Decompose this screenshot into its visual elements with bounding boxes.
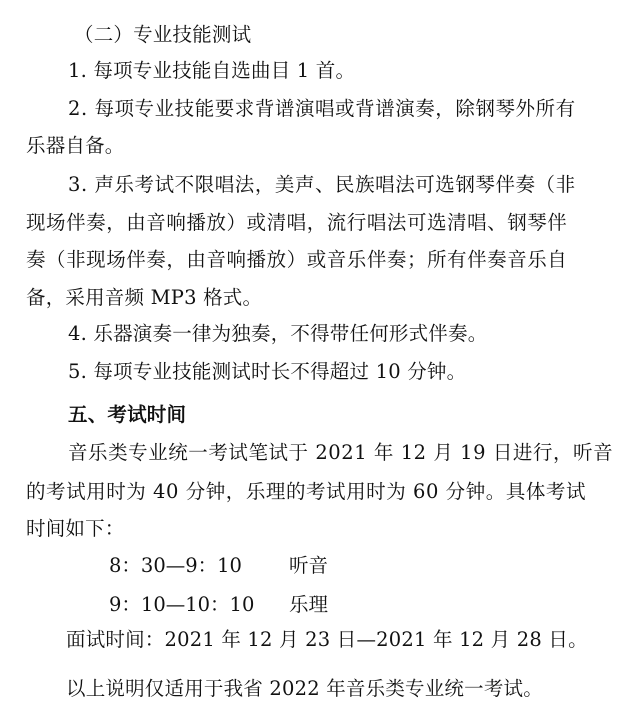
schedule-subject: 听音 <box>289 554 329 577</box>
schedule-time: 8：30—9：10 <box>109 554 242 577</box>
paragraph-line-2: 的考试用时为 40 分钟，乐理的考试用时为 60 分钟。具体考试 <box>26 480 587 503</box>
interview-time: 面试时间：2021 年 12 月 23 日—2021 年 12 月 28 日。 <box>66 628 588 651</box>
rule-5: 5. 每项专业技能测试时长不得超过 10 分钟。 <box>68 360 467 383</box>
paragraph-line-3: 时间如下： <box>26 517 125 540</box>
rule-4: 4. 乐器演奏一律为独奏，不得带任何形式伴奏。 <box>68 322 488 345</box>
sub-heading: （二）专业技能测试 <box>74 23 252 46</box>
paragraph-line-1: 音乐类专业统一考试笔试于 2021 年 12 月 19 日进行，听音 <box>68 441 614 464</box>
rule-3-line-4: 备，采用音频 MP3 格式。 <box>26 286 263 309</box>
rule-2-line-2: 乐器自备。 <box>26 134 125 157</box>
schedule-time: 9：10—10：10 <box>109 593 255 616</box>
rule-2-line-1: 2. 每项专业技能要求背谱演唱或背谱演奏，除钢琴外所有 <box>68 97 576 120</box>
rule-1: 1. 每项专业技能自选曲目 1 首。 <box>68 59 356 82</box>
section-heading: 五、考试时间 <box>68 403 187 426</box>
rule-3-line-3: 奏（非现场伴奏，由音响播放）或音乐伴奏；所有伴奏音乐自 <box>26 248 568 271</box>
rule-3-line-2: 现场伴奏，由音响播放）或清唱，流行唱法可选清唱、钢琴伴 <box>26 211 568 234</box>
closing-note: 以上说明仅适用于我省 2022 年音乐类专业统一考试。 <box>66 677 543 700</box>
rule-3-line-1: 3. 声乐考试不限唱法，美声、民族唱法可选钢琴伴奏（非 <box>68 173 576 196</box>
schedule-subject: 乐理 <box>289 593 329 616</box>
